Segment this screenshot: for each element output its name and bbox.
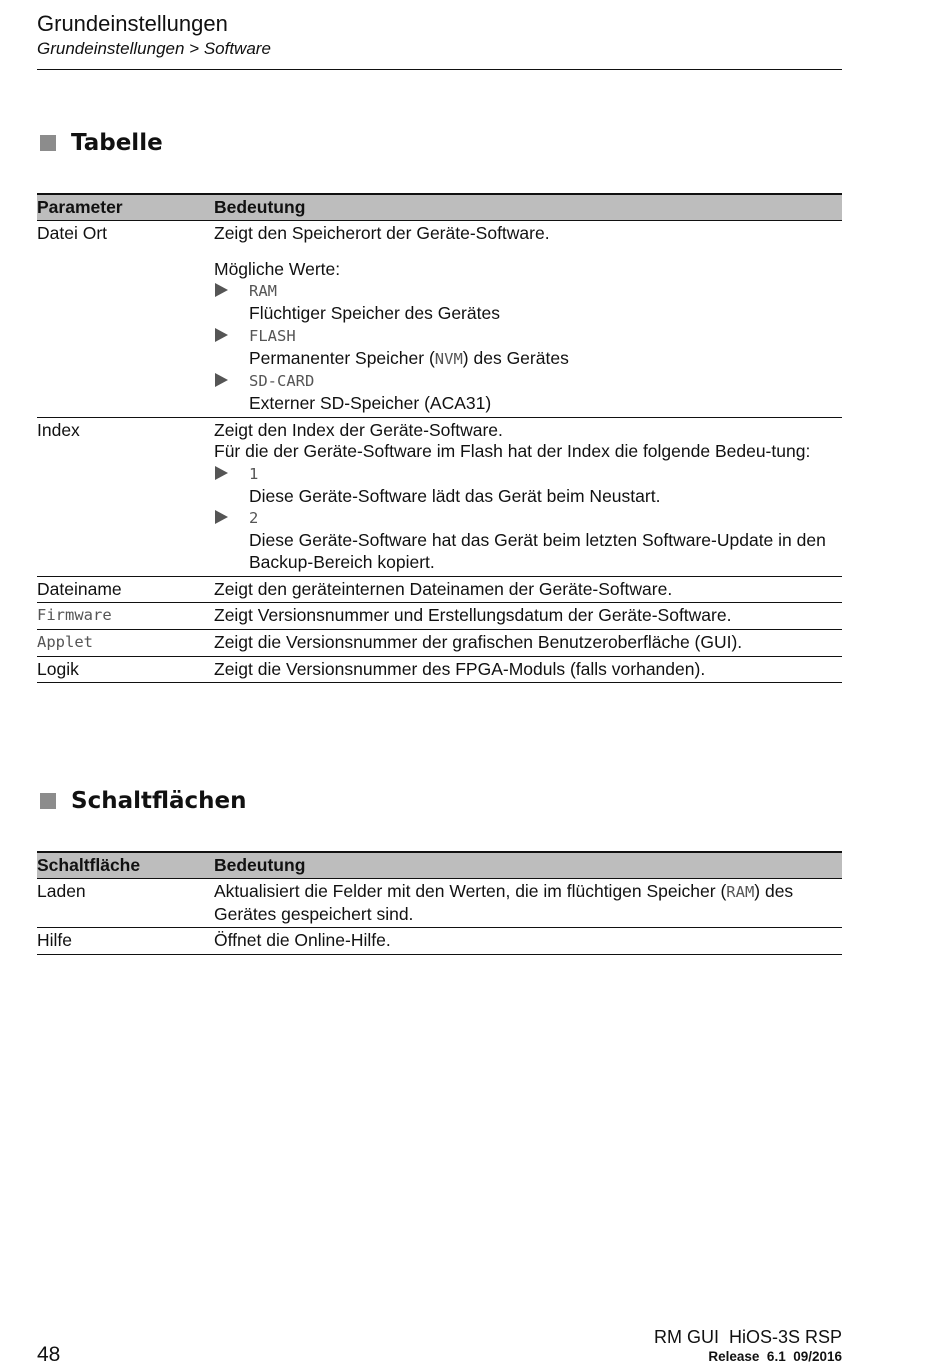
section-heading-schaltflaechen xyxy=(40,787,247,815)
button-desc-text: ) des Gerätes gespeichert sind. xyxy=(214,881,794,924)
triangle-bullet-icon xyxy=(215,373,228,387)
triangle-bullet-icon xyxy=(215,283,228,297)
param-name: Datei Ort xyxy=(37,221,214,418)
table-row xyxy=(37,928,842,955)
possible-values-label: Mögliche Werte: xyxy=(214,258,341,279)
param-desc: Zeigt die Versionsnummer des FPGA-Moduls (falls vorhanden). xyxy=(214,656,842,683)
param-name: Applet xyxy=(37,629,214,656)
section-heading-label: Schaltflächen xyxy=(71,788,247,814)
button-desc: Öffnet die Online-Hilfe. xyxy=(214,928,842,955)
table-row xyxy=(37,603,842,630)
option-code: FLASH xyxy=(249,326,296,345)
param-meaning xyxy=(214,221,842,418)
param-desc: Zeigt den Speicherort der Geräte-Software. xyxy=(214,223,550,243)
param-meaning xyxy=(214,417,842,576)
option-item xyxy=(214,280,842,303)
option-code: 1 xyxy=(249,465,259,484)
param-desc: Für die der Geräte-Software im Flash hat der Index die folgende Bedeu-tung: xyxy=(214,441,811,462)
param-desc: Zeigt Versionsnummer und Erstellungsdatum der Geräte-Software. xyxy=(214,603,842,630)
table-header-row xyxy=(37,194,842,221)
column-header-meaning: Bedeutung xyxy=(214,194,842,221)
section-heading-label: Tabelle xyxy=(71,130,163,156)
column-header-parameter: Parameter xyxy=(37,194,214,221)
option-code: SD-CARD xyxy=(249,372,315,391)
param-name: Dateiname xyxy=(37,576,214,603)
column-header-button: Schaltfläche xyxy=(37,852,214,879)
option-code: RAM xyxy=(249,282,277,301)
param-name: Index xyxy=(37,417,214,576)
option-desc xyxy=(214,348,842,371)
table-header-row xyxy=(37,852,842,879)
option-desc: Externer SD-Speicher (ACA31) xyxy=(249,392,492,413)
section-heading-tabelle xyxy=(40,129,163,157)
buttons-table xyxy=(37,851,842,955)
square-bullet-icon xyxy=(40,135,56,151)
inline-code: RAM xyxy=(726,883,755,901)
column-header-meaning: Bedeutung xyxy=(214,852,842,879)
param-desc: Zeigt den geräteinternen Dateinamen der Geräte-Software. xyxy=(214,576,842,603)
triangle-bullet-icon xyxy=(215,466,228,480)
breadcrumb: Grundeinstellungen > Software xyxy=(37,39,271,58)
param-name: Firmware xyxy=(37,603,214,630)
param-name: Logik xyxy=(37,656,214,683)
table-row xyxy=(37,221,842,418)
option-desc: Diese Geräte-Software hat das Gerät beim letzten Software-Update in den Backup-Bereich kopiert. xyxy=(249,530,826,572)
page-header xyxy=(37,10,842,60)
button-desc xyxy=(214,879,842,928)
option-item xyxy=(214,463,842,486)
release-info: Release 6.1 09/2016 xyxy=(708,1349,842,1364)
option-code: 2 xyxy=(249,509,259,528)
triangle-bullet-icon xyxy=(215,510,228,524)
button-name: Hilfe xyxy=(37,928,214,955)
option-item xyxy=(214,325,842,348)
table-row xyxy=(37,417,842,576)
square-bullet-icon xyxy=(40,793,56,809)
page-number: 48 xyxy=(37,1343,61,1366)
option-desc: Diese Geräte-Software lädt das Gerät beim Neustart. xyxy=(249,485,661,506)
parameter-table xyxy=(37,193,842,683)
doc-title: RM GUI HiOS-3S RSP xyxy=(653,1327,842,1347)
table-row xyxy=(37,629,842,656)
page-title: Grundeinstellungen xyxy=(37,11,228,36)
option-item xyxy=(214,370,842,393)
button-desc-text: Aktualisiert die Felder mit den Werten, die im flüchtigen Speicher ( xyxy=(214,881,727,901)
option-desc-text: ) des Gerätes xyxy=(462,347,569,368)
table-row xyxy=(37,576,842,603)
param-desc: Zeigt den Index der Geräte-Software. xyxy=(214,419,503,440)
option-desc: Flüchtiger Speicher des Gerätes xyxy=(249,303,500,324)
table-row xyxy=(37,879,842,928)
header-divider xyxy=(37,69,842,70)
inline-code: NVM xyxy=(434,349,463,368)
triangle-bullet-icon xyxy=(215,328,228,342)
param-desc: Zeigt die Versionsnummer der grafischen Benutzeroberfläche (GUI). xyxy=(214,629,842,656)
option-item xyxy=(214,507,842,530)
option-desc-text: Permanenter Speicher ( xyxy=(249,347,435,368)
button-name: Laden xyxy=(37,879,214,928)
table-row xyxy=(37,656,842,683)
